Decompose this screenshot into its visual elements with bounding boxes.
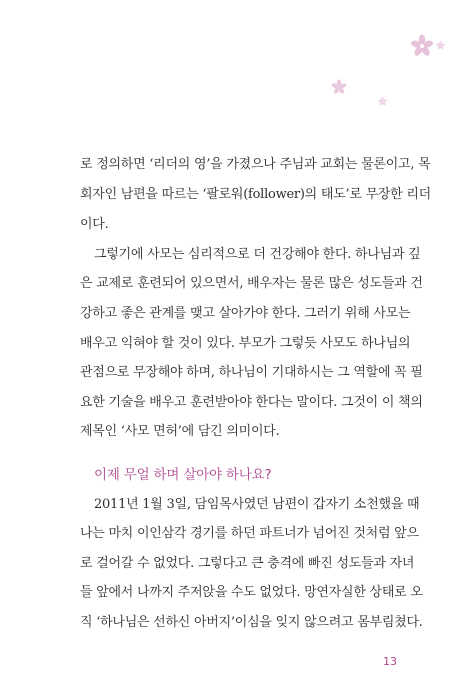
text-line: 은 교제로 훈련되어 있으면서, 배우자는 물론 많은 성도들과 건 <box>80 276 423 291</box>
text-line: 2011년 1월 3일, 담임목사였던 남편이 갑자기 소천했을 때 <box>94 497 420 512</box>
text-line: 요한 기술을 배우고 훈련받아야 한다는 말이다. 그것이 이 책의 <box>80 395 423 410</box>
text-line: 강하고 좋은 관계를 맺고 살아가야 한다. 그러기 위해 사모는 <box>80 306 411 321</box>
text-line: 배우고 익혀야 할 것이 있다. 부모가 그렇듯 사모도 하나님의 <box>80 336 411 351</box>
text-line: 나는 마치 이인삼각 경기를 하던 파트너가 넘어진 것처럼 앞으 <box>80 526 419 541</box>
text-line: 제목인 ‘사모 면허’에 담긴 의미이다. <box>80 424 280 439</box>
text-line: 관점으로 무장해야 하며, 하나님이 기대하시는 그 역할에 꼭 필 <box>80 365 423 380</box>
flower-icon <box>410 34 434 58</box>
small-flower-icon <box>436 41 445 50</box>
section-heading: 이제 무얼 하며 살아야 하나요? <box>94 467 272 483</box>
text-line: 로 정의하면 ‘리더의 영’을 가졌으나 주님과 교회는 물론이고, 목 <box>80 157 431 172</box>
page-number: 13 <box>383 655 397 668</box>
flower-icon <box>331 79 347 95</box>
text-line: 회자인 남편을 따르는 ‘팔로워(follower)의 태도’로 무장한 리더 <box>80 187 431 202</box>
text-line: 로 걸어갈 수 없었다. 그렇다고 큰 충격에 빠진 성도들과 자녀 <box>80 556 415 571</box>
text-line: 그렇기에 사모는 심리적으로 더 건강해야 한다. 하나님과 깊 <box>94 247 421 262</box>
small-flower-icon <box>378 97 387 106</box>
text-line: 들 앞에서 나까지 주저앉을 수도 없었다. 망연자실한 상태로 오 <box>80 585 423 600</box>
text-line: 이다. <box>80 217 109 232</box>
text-line: 직 ‘하나님은 선하신 아버지’이심을 잊지 않으려고 몸부림쳤다. <box>80 615 423 630</box>
